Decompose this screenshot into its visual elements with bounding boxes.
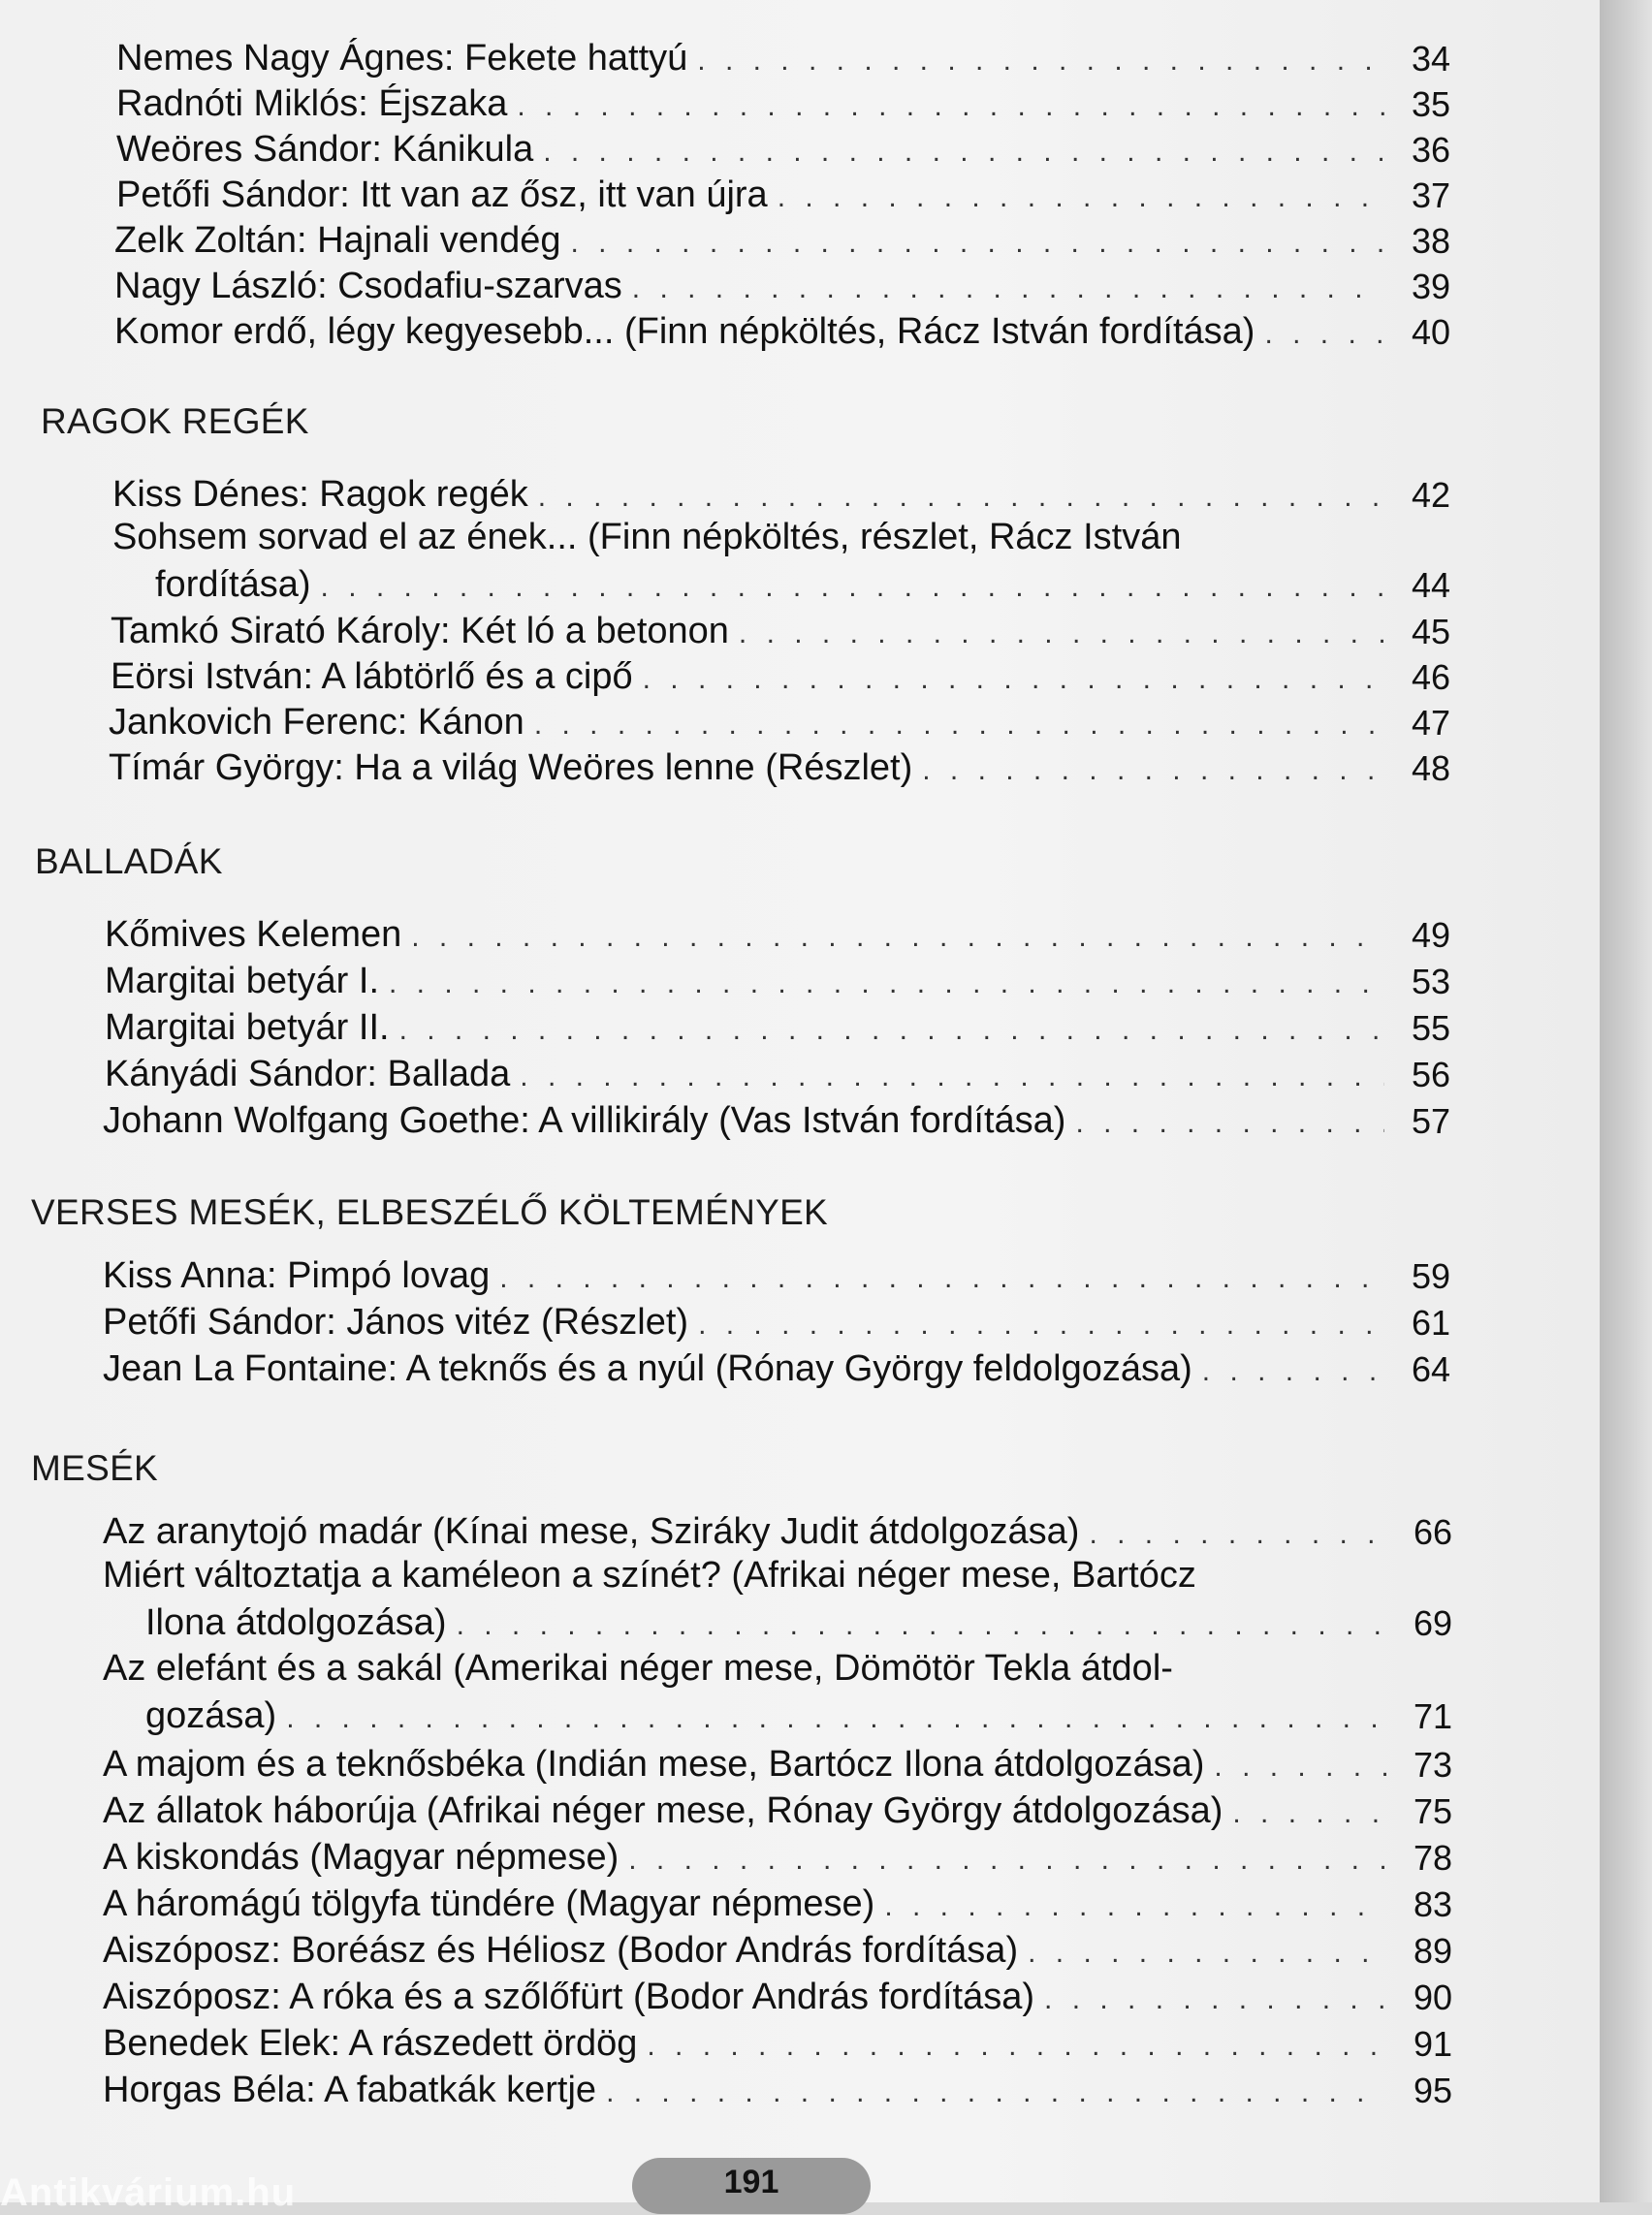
leader-dots xyxy=(538,479,1384,516)
toc-entry xyxy=(111,608,1450,652)
entry-title: Kányádi Sándor: Ballada xyxy=(105,1054,511,1094)
entry-title: Johann Wolfgang Goethe: A villikirály (Vas István fordítása) xyxy=(103,1100,1066,1141)
entry-title: Petőfi Sándor: János vitéz (Részlet) xyxy=(103,1302,689,1343)
entry-page: 40 xyxy=(1411,312,1450,352)
entry-title: Aiszóposz: Boréász és Héliosz (Bodor András fordítása) xyxy=(103,1930,1019,1971)
entry-title: Az aranytojó madár (Kínai mese, Sziráky Judit átdolgozása) xyxy=(103,1511,1080,1552)
entry-title: Sohsem sorvad el az ének... (Finn népköltés, részlet, Rácz István xyxy=(112,517,1182,557)
toc-entry xyxy=(112,471,1450,516)
entry-title: Az állatok háborúja (Afrikai néger mese, Rónay György átdolgozása) xyxy=(103,1790,1223,1831)
page-number-badge: 191 xyxy=(632,2158,871,2214)
entry-page: 95 xyxy=(1413,2071,1452,2110)
entry-page: 69 xyxy=(1413,1603,1452,1643)
entry-title: Jankovich Ferenc: Kánon xyxy=(109,702,524,743)
toc-entry xyxy=(116,80,1450,125)
leader-dots xyxy=(628,1842,1386,1879)
leader-dots xyxy=(884,1888,1386,1925)
entry-title: A majom és a teknősbéka (Indián mese, Bartócz Ilona átdolgozása) xyxy=(103,1744,1205,1785)
leader-dots xyxy=(534,707,1384,744)
entry-page: 64 xyxy=(1411,1349,1450,1389)
leader-dots xyxy=(1075,1105,1384,1142)
entry-title: Margitai betyár I. xyxy=(105,961,379,1001)
toc-entry xyxy=(105,958,1450,1002)
leader-dots xyxy=(1264,316,1384,353)
toc-entry xyxy=(103,1834,1452,1879)
entry-title: Benedek Elek: A rászedett ördög xyxy=(103,2023,638,2064)
leader-dots xyxy=(457,1607,1386,1644)
toc-entry xyxy=(109,699,1450,744)
section-title: VERSES MESÉK, ELBESZÉLŐ KÖLTEMÉNYEK xyxy=(31,1192,829,1232)
entry-title: Nemes Nagy Ágnes: Fekete hattyú xyxy=(116,38,688,79)
toc-entry xyxy=(114,308,1450,353)
entry-title: Kőmives Kelemen xyxy=(105,914,402,955)
toc-entry xyxy=(103,1252,1450,1297)
leader-dots xyxy=(1028,1935,1386,1972)
entry-title-continuation xyxy=(103,1693,1452,1737)
entry-title: Eörsi István: A lábtörlő és a cipő xyxy=(111,656,633,697)
leader-dots xyxy=(606,2074,1386,2111)
section-title: BALLADÁK xyxy=(35,841,223,881)
entry-page: 90 xyxy=(1413,1978,1452,2017)
toc-entry xyxy=(103,1555,1452,1644)
leader-dots xyxy=(697,43,1384,79)
entry-title: Zelk Zoltán: Hajnali vendég xyxy=(114,220,561,261)
leader-dots xyxy=(517,88,1384,125)
entry-page: 42 xyxy=(1411,475,1450,515)
entry-page: 57 xyxy=(1411,1101,1450,1141)
leader-dots xyxy=(643,661,1384,698)
leader-dots xyxy=(1202,1353,1384,1390)
entry-page: 48 xyxy=(1411,748,1450,788)
leader-dots xyxy=(543,134,1384,171)
entry-title: Komor erdő, légy kegyesebb... (Finn népköltés, Rácz István fordítása) xyxy=(114,311,1255,352)
entry-page: 38 xyxy=(1411,221,1450,261)
entry-title: Az elefánt és a sakál (Amerikai néger mese, Dömötör Tekla átdol- xyxy=(103,1648,1173,1689)
entry-title: Aiszóposz: A róka és a szőlőfürt (Bodor András fordítása) xyxy=(103,1977,1035,2017)
entry-title: Miért változtatja a kaméleon a színét? (Afrikai néger mese, Bartócz xyxy=(103,1555,1196,1596)
entry-page: 75 xyxy=(1413,1791,1452,1831)
toc-entry xyxy=(103,1508,1452,1553)
entry-page: 59 xyxy=(1411,1256,1450,1296)
leader-dots xyxy=(1214,1749,1386,1786)
toc-entry xyxy=(111,653,1450,698)
entry-page: 45 xyxy=(1411,612,1450,651)
entry-page: 46 xyxy=(1411,657,1450,697)
leader-dots xyxy=(399,1012,1384,1049)
entry-page: 39 xyxy=(1411,267,1450,306)
toc-entry xyxy=(103,1299,1450,1344)
toc-entry xyxy=(103,1881,1452,1925)
leader-dots xyxy=(1232,1795,1386,1832)
page-edge xyxy=(1600,0,1652,2202)
leader-dots xyxy=(1044,1981,1386,2018)
entry-title: Nagy László: Csodafiu-szarvas xyxy=(114,266,622,306)
entry-page: 36 xyxy=(1411,130,1450,170)
entry-title: Tamkó Sirató Károly: Két ló a betonon xyxy=(111,611,729,651)
entry-title: Margitai betyár II. xyxy=(105,1007,390,1048)
entry-page: 61 xyxy=(1411,1303,1450,1343)
entry-page: 66 xyxy=(1413,1512,1452,1552)
section-title: RAGOK REGÉK xyxy=(41,401,309,441)
entry-page: 91 xyxy=(1413,2024,1452,2064)
leader-dots xyxy=(389,965,1384,1002)
entry-page: 73 xyxy=(1413,1745,1452,1785)
entry-page: 55 xyxy=(1411,1008,1450,1048)
entry-title: Kiss Dénes: Ragok regék xyxy=(112,474,528,515)
toc-entry xyxy=(112,517,1450,606)
leader-dots xyxy=(739,616,1384,652)
leader-dots xyxy=(778,179,1384,216)
toc-entry xyxy=(116,172,1450,216)
entry-title: Radnóti Miklós: Éjszaka xyxy=(116,83,508,124)
toc-entry xyxy=(116,126,1450,171)
toc-entry xyxy=(103,1345,1450,1390)
toc-entry xyxy=(103,1974,1452,2018)
entry-page: 71 xyxy=(1413,1696,1452,1736)
section-title: MESÉK xyxy=(31,1448,159,1488)
entry-title-continuation xyxy=(112,561,1450,606)
entry-page: 34 xyxy=(1411,39,1450,79)
entry-title: Horgas Béla: A fabatkák kertje xyxy=(103,2070,597,2110)
toc-entry xyxy=(103,1927,1452,1972)
entry-title: Kiss Anna: Pimpó lovag xyxy=(103,1255,491,1296)
entry-page: 49 xyxy=(1411,915,1450,955)
toc-entry xyxy=(103,1788,1452,1832)
toc-entry xyxy=(103,2067,1452,2111)
entry-title: A kiskondás (Magyar népmese) xyxy=(103,1837,620,1878)
watermark: Antikvárium.hu xyxy=(0,2171,297,2214)
entry-page: 35 xyxy=(1411,84,1450,124)
leader-dots xyxy=(1089,1516,1386,1553)
toc-entry xyxy=(103,2020,1452,2065)
toc-entry xyxy=(105,1004,1450,1049)
entry-page: 37 xyxy=(1411,175,1450,215)
leader-dots xyxy=(321,569,1384,606)
entry-page: 56 xyxy=(1411,1055,1450,1094)
entry-title: Weöres Sándor: Kánikula xyxy=(116,129,534,170)
leader-dots xyxy=(698,1307,1384,1344)
toc-entry xyxy=(114,263,1450,307)
leader-dots xyxy=(922,752,1384,789)
toc-entry xyxy=(103,1741,1452,1786)
toc-entry xyxy=(116,35,1450,79)
toc-entry xyxy=(103,1648,1452,1737)
toc-entry xyxy=(105,911,1450,956)
leader-dots xyxy=(520,1059,1384,1095)
entry-page: 53 xyxy=(1411,962,1450,1001)
entry-page: 44 xyxy=(1411,565,1450,605)
entry-page: 47 xyxy=(1411,703,1450,743)
entry-title-cont: gozása) xyxy=(145,1695,277,1736)
leader-dots xyxy=(411,919,1384,956)
leader-dots xyxy=(286,1700,1386,1737)
toc-entry xyxy=(105,1051,1450,1095)
entry-title: Jean La Fontaine: A teknős és a nyúl (Rónay György feldolgozása) xyxy=(103,1348,1192,1389)
toc-entry xyxy=(103,1097,1450,1142)
entry-page: 83 xyxy=(1413,1884,1452,1924)
toc-entry xyxy=(114,217,1450,262)
toc-entry xyxy=(109,744,1450,789)
entry-title-cont: fordítása) xyxy=(155,564,311,605)
entry-title-cont: Ilona átdolgozása) xyxy=(145,1602,447,1643)
leader-dots xyxy=(499,1260,1384,1297)
entry-title: Tímár György: Ha a világ Weöres lenne (Részlet) xyxy=(109,747,913,788)
leader-dots xyxy=(570,225,1384,262)
entry-page: 78 xyxy=(1413,1838,1452,1878)
entry-title: Petőfi Sándor: Itt van az ősz, itt van újra xyxy=(116,174,768,215)
leader-dots xyxy=(632,270,1384,307)
entry-title: A háromágú tölgyfa tündére (Magyar népmese) xyxy=(103,1883,875,1924)
leader-dots xyxy=(647,2028,1386,2065)
entry-page: 89 xyxy=(1413,1931,1452,1971)
entry-title-continuation xyxy=(103,1599,1452,1644)
